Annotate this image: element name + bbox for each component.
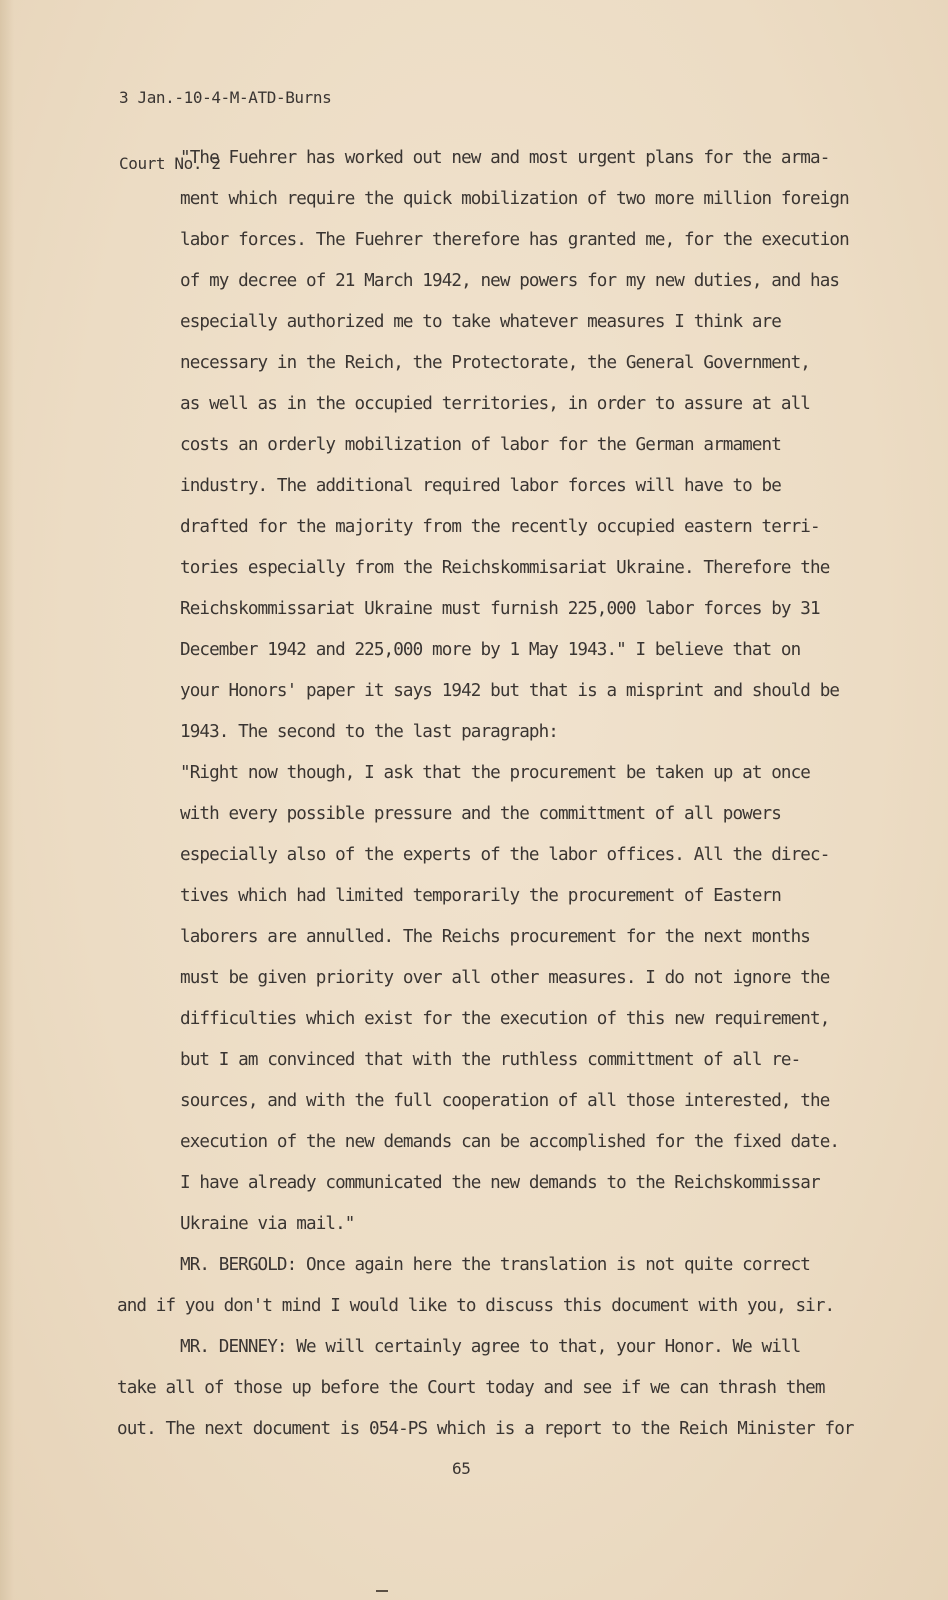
text-line: difficulties which exist for the execution of this new requirement, (180, 1009, 830, 1029)
ink-mark (376, 1590, 388, 1592)
paper-edge-shadow (0, 0, 14, 1600)
text-line: of my decree of 21 March 1942, new powers for my new duties, and has (180, 271, 840, 291)
page-number: 65 (452, 1459, 471, 1478)
text-line: Ukraine via mail." (180, 1214, 355, 1234)
text-line: laborers are annulled. The Reichs procurement for the next months (180, 927, 811, 947)
text-line: out. The next document is 054-PS which is a report to the Reich Minister for (117, 1419, 854, 1439)
text-line: labor forces. The Fuehrer therefore has granted me, for the execution (180, 230, 849, 250)
text-line: your Honors' paper it says 1942 but that is a misprint and should be (180, 681, 840, 701)
text-line: tories especially from the Reichskommisariat Ukraine. Therefore the (180, 558, 830, 578)
text-line: must be given priority over all other measures. I do not ignore the (180, 968, 830, 988)
text-line: December 1942 and 225,000 more by 1 May 1943." I believe that on (180, 640, 801, 660)
header-line-2: Court No. 2 (119, 154, 221, 173)
text-line: with every possible pressure and the committment of all powers (180, 804, 781, 824)
text-line: and if you don't mind I would like to discuss this document with you, sir. (117, 1296, 835, 1316)
text-line: take all of those up before the Court today and see if we can thrash them (117, 1378, 825, 1398)
text-line: necessary in the Reich, the Protectorate, the General Government, (180, 353, 811, 373)
text-line: ment which require the quick mobilization of two more million foreign (180, 189, 849, 209)
text-line: "The Fuehrer has worked out new and most urgent plans for the arma- (180, 148, 830, 168)
text-line: drafted for the majority from the recently occupied eastern terri- (180, 517, 820, 537)
text-line: "Right now though, I ask that the procurement be taken up at once (180, 763, 811, 783)
text-line: execution of the new demands can be accomplished for the fixed date. (180, 1132, 840, 1152)
text-line: MR. BERGOLD: Once again here the translation is not quite correct (180, 1255, 811, 1275)
text-line: especially authorized me to take whatever measures I think are (180, 312, 781, 332)
text-line: but I am convinced that with the ruthless committment of all re- (180, 1050, 801, 1070)
text-line: sources, and with the full cooperation of all those interested, the (180, 1091, 830, 1111)
text-line: tives which had limited temporarily the procurement of Eastern (180, 886, 781, 906)
text-line: MR. DENNEY: We will certainly agree to that, your Honor. We will (180, 1337, 801, 1357)
text-line: especially also of the experts of the labor offices. All the direc- (180, 845, 830, 865)
text-line: Reichskommissariat Ukraine must furnish 225,000 labor forces by 31 (180, 599, 820, 619)
text-line: I have already communicated the new demands to the Reichskommissar (180, 1173, 820, 1193)
text-line: 1943. The second to the last paragraph: (180, 722, 559, 742)
header-line-1: 3 Jan.-10-4-M-ATD-Burns (119, 88, 332, 107)
text-line: costs an orderly mobilization of labor for the German armament (180, 435, 781, 455)
text-line: industry. The additional required labor forces will have to be (180, 476, 781, 496)
text-line: as well as in the occupied territories, in order to assure at all (180, 394, 811, 414)
